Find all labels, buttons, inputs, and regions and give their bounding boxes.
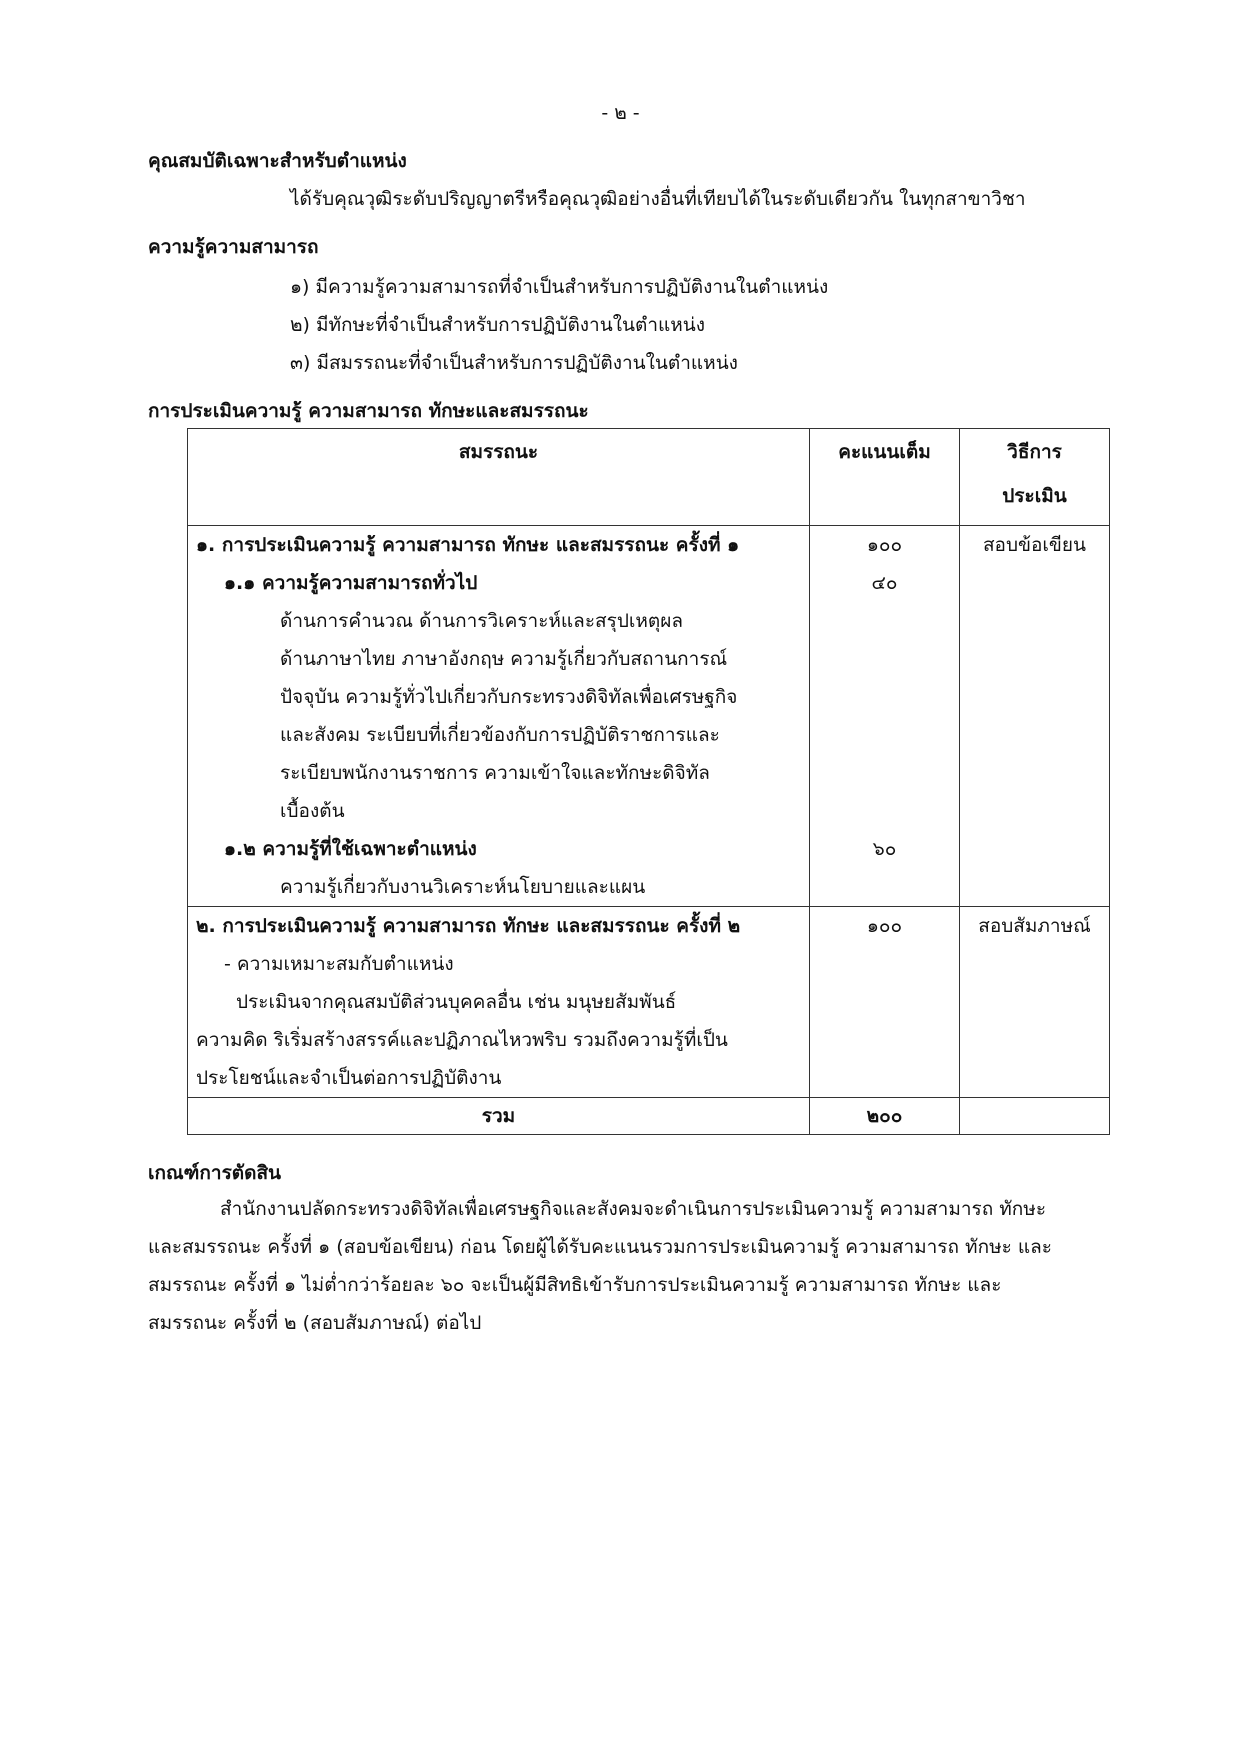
criteria-line: สมรรถนะ ครั้งที่ ๒ (สอบสัมภาษณ์) ต่อไป — [148, 1312, 482, 1334]
row1-sub2-line: ความรู้เกี่ยวกับงานวิเคราะห์นโยบายและแผน — [280, 876, 646, 898]
row1-sub1-score: ๔๐ — [871, 572, 898, 594]
col-score-header: คะแนนเต็ม — [810, 429, 960, 526]
row2-line: ประเมินจากคุณสมบัติส่วนบุคคลอื่น เช่น มนุษยสัมพันธ์ — [236, 991, 677, 1013]
qualifications-text: ได้รับคุณวุฒิระดับปริญญาตรีหรือคุณวุฒิอย่างอื่นที่เทียบได้ในระดับเดียวกัน ในทุกสาขาวิชา — [290, 188, 1026, 210]
row2-line: ความคิด ริเริ่มสร้างสรรค์และปฏิภาณไหวพริบ รวมถึงความรู้ที่เป็น — [196, 1029, 728, 1051]
row1-sub2-title: ๑.๒ ความรู้ที่ใช้เฉพาะตำแหน่ง — [224, 838, 477, 860]
criteria-line: สมรรถนะ ครั้งที่ ๑ ไม่ต่ำกว่าร้อยละ ๖๐ จะเป็นผู้มีสิทธิเข้ารับการประเมินความรู้ ความสามารถ ทักษะ และ — [148, 1274, 1002, 1296]
knowledge-heading: ความรู้ความสามารถ — [148, 236, 319, 258]
row2-title: ๒. การประเมินความรู้ ความสามารถ ทักษะ และสมรรถนะ ครั้งที่ ๒ — [196, 915, 741, 937]
row1-method-value: สอบข้อเขียน — [982, 534, 1087, 556]
row2-method-value: สอบสัมภาษณ์ — [978, 915, 1091, 937]
knowledge-item: ๑) มีความรู้ความสามารถที่จำเป็นสำหรับการปฏิบัติงานในตำแหน่ง — [290, 276, 829, 298]
row2-competency — [188, 907, 810, 1098]
total-score: ๒๐๐ — [810, 1098, 960, 1135]
row1-sub1-line: และสังคม ระเบียบที่เกี่ยวข้องกับการปฏิบัติราชการและ — [280, 724, 720, 746]
row1-title: ๑. การประเมินความรู้ ความสามารถ ทักษะ และสมรรถนะ ครั้งที่ ๑ — [196, 534, 740, 556]
row1-score-value: ๑๐๐ — [866, 534, 903, 556]
row1-method — [960, 526, 1110, 907]
row1-competency — [188, 526, 810, 907]
table-row — [188, 907, 1110, 1098]
row2-score-value: ๑๐๐ — [866, 915, 903, 937]
row2-method — [960, 907, 1110, 1098]
row1-sub1-title: ๑.๑ ความรู้ความสามารถทั่วไป — [224, 572, 478, 594]
assessment-table — [187, 428, 1110, 1135]
col-competency-header: สมรรถนะ — [188, 429, 810, 526]
row1-score — [810, 526, 960, 907]
row1-sub1-line: ปัจจุบัน ความรู้ทั่วไปเกี่ยวกับกระทรวงดิจิทัลเพื่อเศรษฐกิจ — [280, 686, 738, 708]
criteria-paragraph — [148, 1190, 1123, 1342]
row1-sub1-line: ด้านการคำนวณ ด้านการวิเคราะห์และสรุปเหตุผล — [280, 610, 684, 632]
table-header-row — [188, 429, 1110, 526]
col-method-header — [960, 429, 1110, 526]
assessment-heading: การประเมินความรู้ ความสามารถ ทักษะและสมรรถนะ — [148, 400, 589, 422]
row2-sub-title: - ความเหมาะสมกับตำแหน่ง — [224, 953, 454, 975]
criteria-line: สำนักงานปลัดกระทรวงดิจิทัลเพื่อเศรษฐกิจและสังคมจะดำเนินการประเมินความรู้ ความสามารถ ทักษะ — [220, 1198, 1047, 1220]
row1-sub1-line: ด้านภาษาไทย ภาษาอังกฤษ ความรู้เกี่ยวกับสถานการณ์ — [280, 648, 728, 670]
total-label: รวม — [188, 1098, 810, 1135]
row1-sub2-score: ๖๐ — [872, 838, 897, 860]
col-method-line2: ประเมิน — [1002, 485, 1067, 507]
criteria-line: และสมรรถนะ ครั้งที่ ๑ (สอบข้อเขียน) ก่อน โดยผู้ได้รับคะแนนรวมการประเมินความรู้ ความสามารถ ทักษะ และ — [148, 1236, 1052, 1258]
criteria-heading: เกณฑ์การตัดสิน — [148, 1162, 282, 1184]
total-row — [188, 1098, 1110, 1135]
row2-line: ประโยชน์และจำเป็นต่อการปฏิบัติงาน — [196, 1067, 502, 1089]
qualifications-heading: คุณสมบัติเฉพาะสำหรับตำแหน่ง — [148, 150, 407, 172]
knowledge-item: ๒) มีทักษะที่จำเป็นสำหรับการปฏิบัติงานในตำแหน่ง — [290, 314, 706, 336]
row1-sub1-line: ระเบียบพนักงานราชการ ความเข้าใจและทักษะดิจิทัล — [280, 762, 710, 784]
row2-score — [810, 907, 960, 1098]
knowledge-item: ๓) มีสมรรถนะที่จำเป็นสำหรับการปฏิบัติงานในตำแหน่ง — [290, 352, 738, 374]
row1-sub1-line: เบื้องต้น — [280, 800, 345, 822]
page-number: - ๒ - — [601, 102, 640, 124]
total-method-empty — [960, 1098, 1110, 1135]
col-method-line1: วิธีการ — [1007, 441, 1062, 463]
table-row — [188, 526, 1110, 907]
